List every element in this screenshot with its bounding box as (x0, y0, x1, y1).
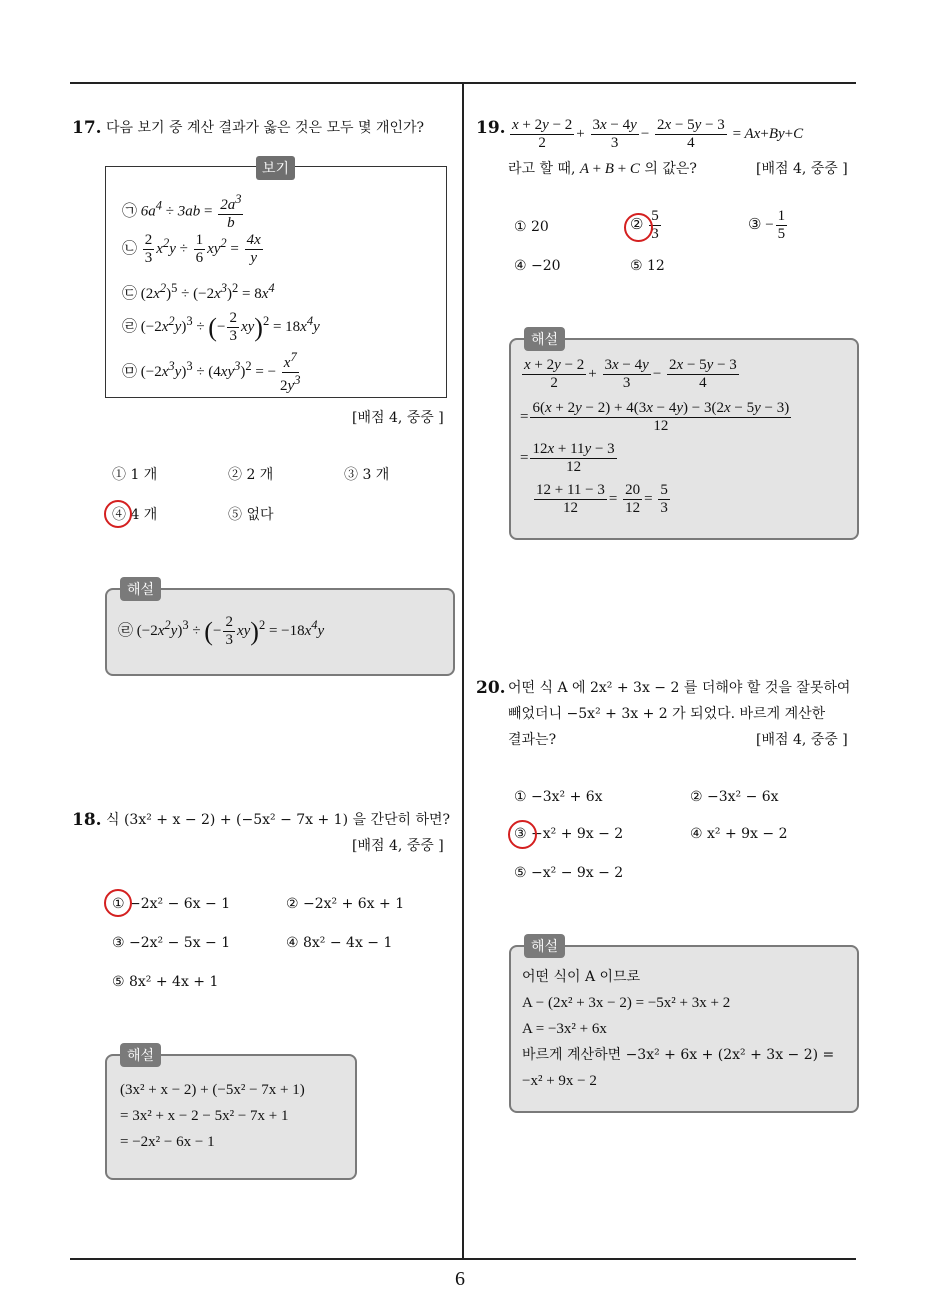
choice-2[interactable]: ② $\frac{5}{3}$ (630, 208, 659, 243)
choice-4[interactable]: ④ x² + 9x − 2 (690, 826, 788, 842)
solution-line-4: $\frac{12 + 11 - 3}{12}$ = $\frac{20}{12}$ = $\frac{5}{3}$ (536, 482, 668, 517)
solution-line-2: = $\frac{6(x + 2y - 2) + 4(3x - 4y) - 3(2x - 5y - 3)}{12}$ (520, 400, 790, 435)
question-number: 20. (476, 678, 506, 698)
choice-5[interactable]: ⑤ 8x² + 4x + 1 (112, 974, 219, 990)
answer-circle-mark (624, 213, 653, 242)
bogi-label: 보기 (256, 156, 295, 180)
choice-2[interactable]: ② 2 개 (228, 467, 274, 483)
answer-circle-mark (104, 500, 132, 528)
choice-3[interactable]: ③ 3 개 (344, 467, 390, 483)
question-text: 식 (3x² + x − 2) + (−5x² − 7x + 1) 을 간단히 하면? (106, 812, 451, 828)
solution-line-3: = −2x² − 6x − 1 (120, 1134, 215, 1150)
solution-line: ㉣ $(-2x^2y)^3$ ÷ (− $\frac{2}{3}$ $xy)^2 = -18x^4y$ (118, 614, 325, 649)
bogi-item-1: ㉠ $6a^4 \div 3ab$ = $\frac{2a^3}{b}$ (122, 192, 242, 232)
solution-line-3: = $\frac{12x + 11y - 3}{12}$ (520, 441, 615, 476)
choice-3[interactable]: ③ −x² + 9x − 2 (514, 826, 624, 842)
choice-5[interactable]: ⑤ 12 (630, 258, 665, 274)
choice-1[interactable]: ① −3x² + 6x (514, 789, 603, 805)
page-number: 6 (455, 1268, 465, 1290)
choice-5[interactable]: ⑤ 없다 (228, 507, 274, 523)
solution-line-3: A = −3x² + 6x (522, 1021, 607, 1037)
question-text-line-1: 어떤 식 A 에 2x² + 3x − 2 를 더해야 할 것을 잘못하여 (508, 680, 851, 696)
choice-4[interactable]: ④ 8x² − 4x − 1 (286, 935, 393, 951)
question-text-line-3: 결과는? (508, 732, 557, 748)
bogi-item-5: ㉤ $(-2x^3y)^3 \div (4xy^3)^2$ = − $\frac{x^7}{2y^3}$ (122, 350, 301, 395)
choice-3[interactable]: ③ − $\frac{1}{5}$ (748, 208, 786, 243)
choice-5[interactable]: ⑤ −x² − 9x − 2 (514, 865, 624, 881)
bogi-item-3: ㉢ $(2x^2)^5 \div (-2x^3)^2 = 8x^4$ (122, 281, 275, 302)
column-divider (462, 82, 464, 1260)
solution-label: 해설 (120, 577, 161, 601)
solution-line-1: $\frac{x + 2y - 2}{2}$ + $\frac{3x - 4y}{3}$ − $\frac{2x - 5y - 3}{4}$ (524, 357, 737, 392)
choice-4[interactable]: ④ −20 (514, 258, 561, 274)
question-number: 19. (476, 118, 506, 138)
choice-1[interactable]: ① −2x² − 6x − 1 (112, 896, 231, 912)
question-text: 다음 보기 중 계산 결과가 옳은 것은 모두 몇 개인가? (106, 120, 425, 136)
solution-line-2: = 3x² + x − 2 − 5x² − 7x + 1 (120, 1108, 289, 1124)
solution-label: 해설 (524, 327, 565, 351)
question-number: 17. (72, 118, 102, 138)
question-number: 18. (72, 810, 102, 830)
question-text-line-2: 빼었더니 −5x² + 3x + 2 가 되었다. 바르게 계산한 (508, 706, 826, 722)
choice-3[interactable]: ③ −2x² − 5x − 1 (112, 935, 231, 951)
solution-line-4: 바르게 계산하면 −3x² + 6x + (2x² + 3x − 2) = (522, 1047, 835, 1063)
solution-label: 해설 (524, 934, 565, 958)
solution-line-5: −x² + 9x − 2 (522, 1073, 597, 1089)
answer-circle-mark (104, 889, 132, 917)
choice-2[interactable]: ② −3x² − 6x (690, 789, 779, 805)
answer-circle-mark (508, 820, 537, 849)
question-meta: [배점 4, 중중 ] (352, 838, 444, 854)
choice-1[interactable]: ① 1 개 (112, 467, 158, 483)
question-equation: $\frac{x + 2y - 2}{2}$ + $\frac{3x - 4y}{3}$ − $\frac{2x - 5y - 3}{4}$ = Ax+By+C (512, 117, 804, 152)
solution-line-1: (3x² + x − 2) + (−5x² − 7x + 1) (120, 1082, 305, 1098)
choice-1[interactable]: ① 20 (514, 219, 549, 235)
question-meta: [배점 4, 중중 ] (756, 161, 848, 177)
choice-4[interactable]: ④ 4 개 (112, 507, 158, 523)
bottom-rule (70, 1258, 856, 1260)
bogi-item-4: ㉣ $(-2x^2y)^3$ ÷ (− $\frac{2}{3}$ $xy)^2 = 18x^4y$ (122, 310, 320, 345)
solution-line-2: A − (2x² + 3x − 2) = −5x² + 3x + 2 (522, 995, 731, 1011)
solution-line-1: 어떤 식이 A 이므로 (522, 969, 641, 985)
question-text: 라고 할 때, A + B + C 의 값은? (508, 161, 697, 177)
solution-label: 해설 (120, 1043, 161, 1067)
choice-2[interactable]: ② −2x² + 6x + 1 (286, 896, 405, 912)
bogi-item-2: ㉡ $\frac{2}{3}$ $x^2y$ ÷ $\frac{1}{6}$ $xy^2$ = $\frac{4x}{y}$ (122, 232, 261, 267)
question-meta: [배점 4, 중중 ] (756, 732, 848, 748)
question-meta: [배점 4, 중중 ] (352, 410, 444, 426)
